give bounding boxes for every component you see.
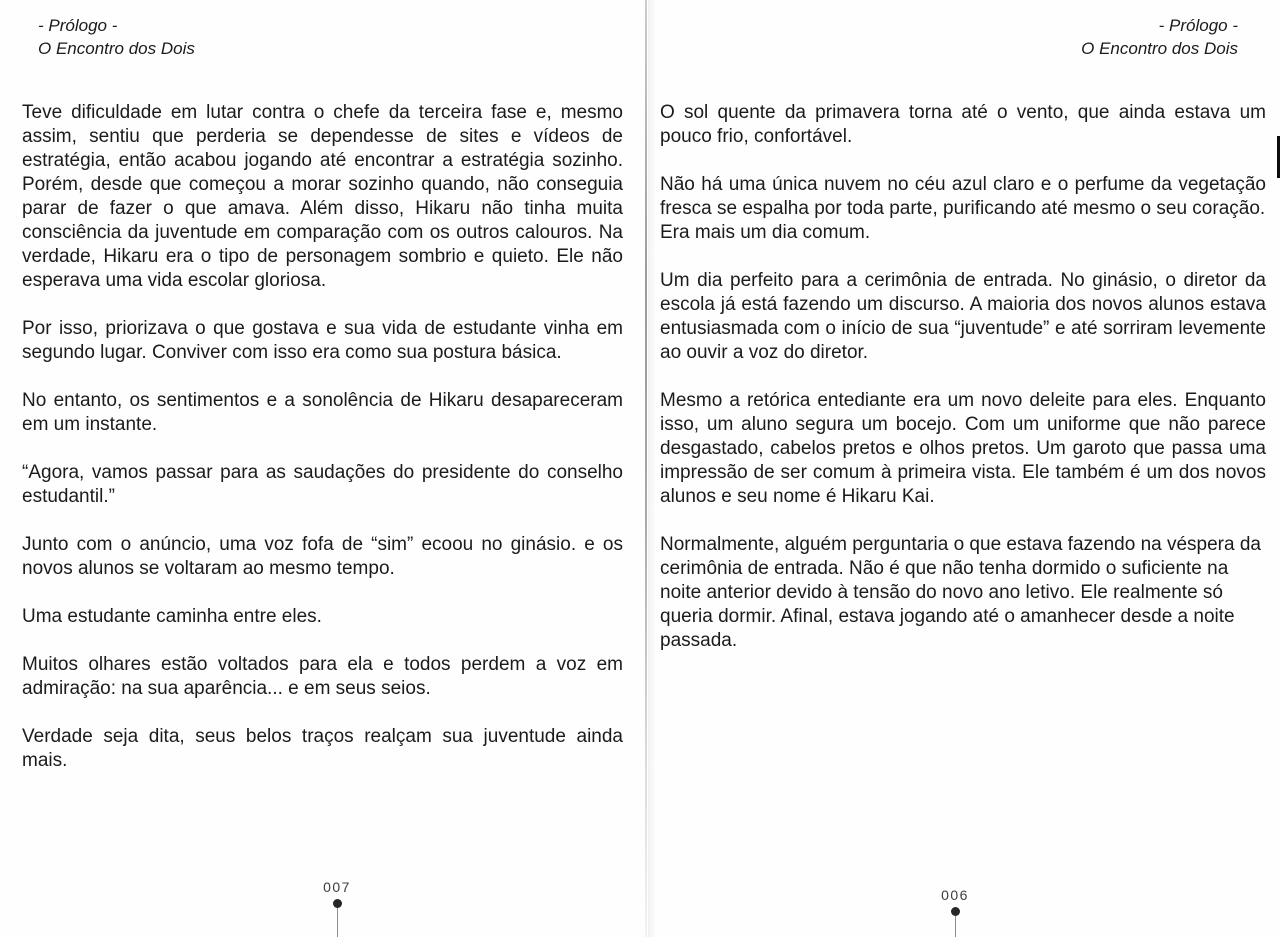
- paragraph: Verdade seja dita, seus belos traços realçam sua juventude ainda mais.: [22, 726, 623, 771]
- page-pin-line: [955, 916, 956, 937]
- paragraph: Muitos olhares estão voltados para ela e todos perdem a voz em admiração: na sua aparência... e em seus seios.: [22, 654, 623, 699]
- paragraph: Uma estudante caminha entre eles.: [22, 606, 322, 627]
- page-text-right: [660, 101, 1266, 653]
- chapter-title: O Encontro dos Dois: [1081, 39, 1238, 58]
- paragraph: No entanto, os sentimentos e a sonolência de Hikaru desapareceram em um instante.: [22, 390, 623, 435]
- prologue-label: - Prólogo -: [1158, 16, 1238, 35]
- paragraph: O sol quente da primavera torna até o vento, que ainda estava um pouco frio, confortável.: [660, 102, 1266, 147]
- paragraph: Por isso, priorizava o que gostava e sua vida de estudante vinha em segundo lugar. Conviver com isso era como sua postura básica.: [22, 318, 623, 363]
- page-pin-line: [337, 908, 338, 937]
- page-pin-dot[interactable]: [333, 899, 342, 908]
- page-pin-dot[interactable]: [951, 907, 960, 916]
- paragraph: Teve dificuldade em lutar contra o chefe da terceira fase e, mesmo assim, sentiu que perderia se dependesse de sites e vídeos de estratégia, então acabou jogando até encontrar a estratégia sozinho. Porém, desde que começou a morar sozinho quando, não conseguia parar de fazer o que amava. Além disso, Hikaru não tinha muita consciência da juventude em comparação com os outros calouros. Na verdade, Hikaru era o tipo de personagem sombrio e quieto. Ele não esperava uma vida escolar gloriosa.: [22, 102, 623, 291]
- page-number-label: 007: [323, 879, 351, 895]
- paragraph: Um dia perfeito para a cerimônia de entrada. No ginásio, o diretor da escola já está fazendo um discurso. A maioria dos novos alunos estava entusiasmada com o início de sua “juventude” e até sorriram levemente ao ouvir a voz do diretor.: [660, 270, 1266, 363]
- page-marker-right: [925, 887, 985, 937]
- paragraph: “Agora, vamos passar para as saudações do presidente do conselho estudantil.”: [22, 462, 623, 507]
- chapter-title: O Encontro dos Dois: [38, 39, 195, 58]
- paragraph: Mesmo a retórica entediante era um novo deleite para eles. Enquanto isso, um aluno segura um bocejo. Com um uniforme que não parece desgastado, cabelos pretos e olhos pretos. Um garoto que passa uma impressão de ser comum à primeira vista. Ele também é um dos novos alunos e seu nome é Hikaru Kai.: [660, 390, 1266, 507]
- prologue-label: - Prólogo -: [38, 16, 118, 35]
- chapter-header-right: [660, 14, 1238, 60]
- paragraph: Não há uma única nuvem no céu azul claro e o perfume da vegetação fresca se espalha por toda parte, purificando até mesmo o seu coração.: [660, 174, 1266, 219]
- paragraph: Era mais um dia comum.: [660, 222, 871, 243]
- page-right[interactable]: [648, 0, 1280, 937]
- page-marker-left: [307, 879, 367, 937]
- page-spine-divider: [645, 0, 647, 937]
- chapter-header-left: [38, 14, 623, 60]
- page-text-left: [22, 101, 623, 773]
- paragraph: Normalmente, alguém perguntaria o que estava fazendo na véspera da cerimônia de entrada. Não é que não tenha dormido o suficiente na noite anterior devido à tensão do novo ano letivo. Ele realmente só queria dormir. Afinal, estava jogando até o amanhecer desde a noite passada.: [660, 534, 1261, 651]
- paragraph: Junto com o anúncio, uma voz fofa de “sim” ecoou no ginásio. e os novos alunos se voltaram ao mesmo tempo.: [22, 534, 623, 579]
- page-number-label: 006: [941, 887, 969, 903]
